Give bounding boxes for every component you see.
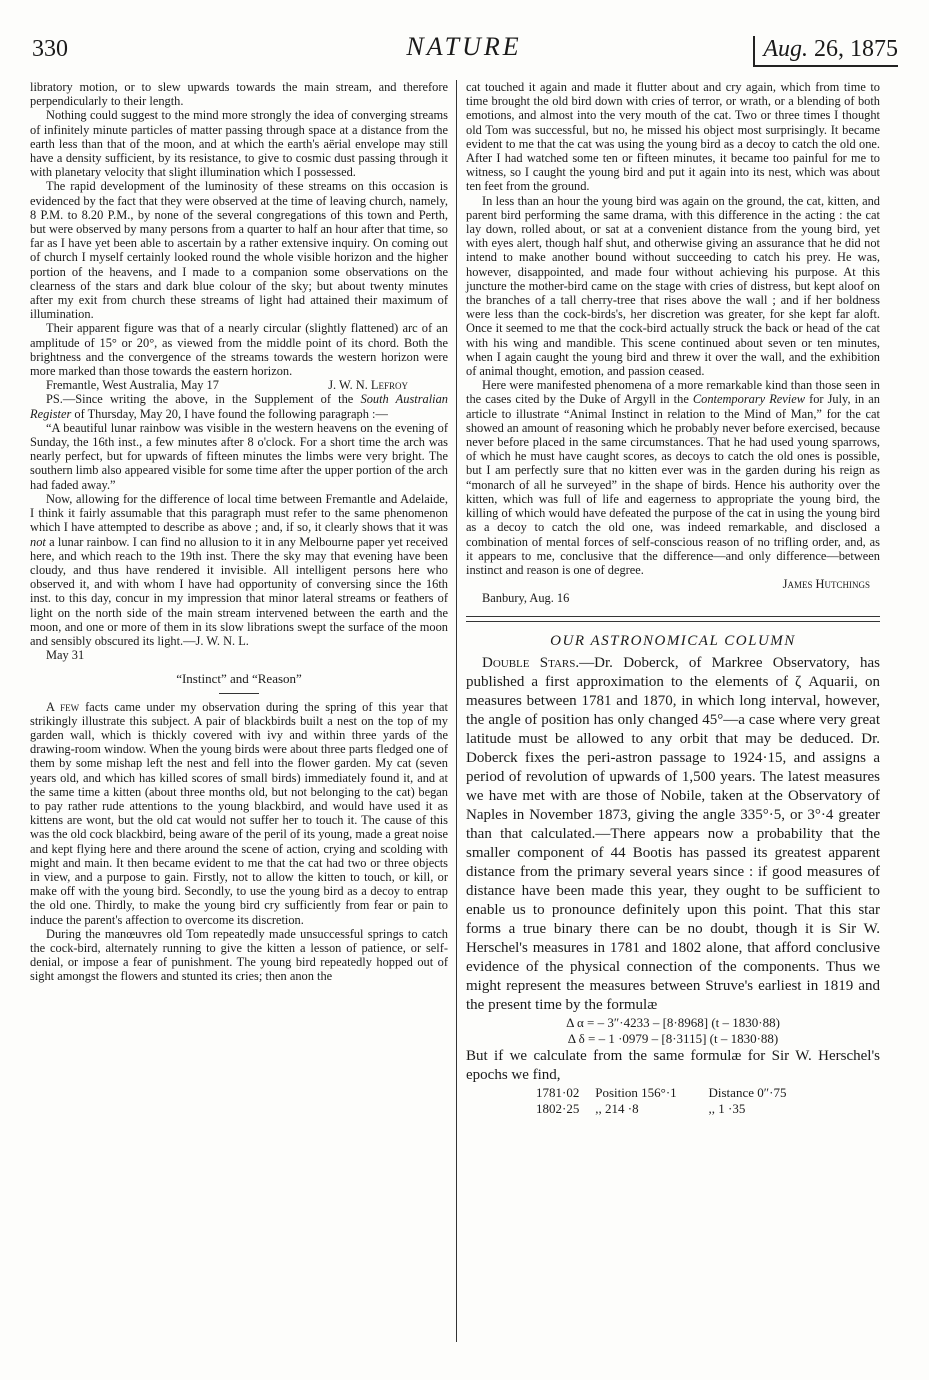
postscript-text: PS.—Since writing the above, in the Supplement of the <box>46 392 361 407</box>
observation-distance: ,, 1 ·35 <box>708 1100 746 1116</box>
observation-row <box>466 1085 880 1101</box>
observation-year: 1781·02 <box>536 1084 580 1100</box>
journal-title: NATURE <box>406 32 522 61</box>
section-title: “Instinct” and “Reason” <box>176 671 302 687</box>
paragraph-emphasis: not <box>30 534 46 549</box>
signature-name: James Hutchings <box>782 577 870 592</box>
signature-name: J. W. N. Lefroy <box>328 378 408 393</box>
observation-position: Position 156°·1 <box>595 1084 677 1100</box>
paragraph: Nothing could suggest to the mind more strongly the idea of converging streams of infinitely minute particles of matter passing through space at a distance from the earth less than that of the moon, and at which the earth's aërial envelope may still have a density sufficient, by its resistance, to give to cosmic dust passing through it with planetary velocity that slight illumination which I possessed. <box>30 108 448 180</box>
section-rule <box>466 616 880 622</box>
paragraph: cat touched it again and made it flutter about and cry again, which from time to time brought the old bird down with cries of terror, or wrath, or a blending of both emotions, and almost into the very mouth of the cat. Two or three times I thought old Tom was successful, but no, he missed his object most surprisingly. It became evident to me that the cat was using the young bird as a decoy to catch the old one. After I had watched some ten or fifteen minutes, it became too painful for me to witness, so I caught the young bird and put it again into its nest, which was about ten feet from the ground. <box>466 80 880 194</box>
astronomical-column <box>466 654 880 1117</box>
page-header <box>30 30 898 70</box>
paragraph-text: Here were manifested phenomena of a more remarkable kind than those seen in the cases cited by the Duke of Argyll in the <box>466 378 880 407</box>
paragraph-lead: Double Stars. <box>482 654 580 671</box>
section-rule <box>219 693 259 694</box>
signature-place: Banbury, Aug. 16 <box>482 591 570 606</box>
paragraph: During the manœuvres old Tom repeatedly made unsuccessful springs to catch the cock-bird, alternately running to give the kitten a lesson of patience, or self-denial, or impose a fear of punishment. The young bird repeatedly hopped out of sight amongst the flowers and stunted its cries; then anon the <box>30 926 448 984</box>
paragraph-text-end: a lunar rainbow. I can find no allusion to it in any Melbourne paper yet received here, and which reach to the 19th inst. There the sky may that evening have been cloudy, and thus have rendered it invisible. All intelligent persons here who observed it, and with whom I have had opportunity of conversing since the 16th inst. to this day, concur in my impression that minor lateral streams or feathers of light on the north side of the main stream intervened between the earth and the moon, and one or more of them in its slow librations swept the surface of the moon and sensibly obscured its light.—J. W. N. L. <box>30 534 448 648</box>
observation-year: 1802·25 <box>536 1100 580 1116</box>
paragraph: The rapid development of the luminosity of these streams on this occasion is evidenced by the fact that they were observed at the time of leaving church, namely, 8 P.M. to 8.20 P.M., by none of the several congregations of this town and Perth, but were observed by many persons from a quarter to half an hour after that time, so far as I have yet been able to ascertain by a rather extensive inquiry. On coming out of church I myself certainly looked round the whole visible horizon and the higher portion of the heavens, and I made to a companion some observations on the clearness of the stars and dark blue colour of the sky; but about twenty minutes after my exit from church these streams of light had attained their maximum of illumination. <box>30 179 448 322</box>
signature-lefroy <box>30 378 448 392</box>
observation-position: ,, 214 ·8 <box>595 1100 639 1116</box>
formula-delta: Δ δ = – 1 ·0979 – [8·3115] (t – 1830·88) <box>567 1030 779 1046</box>
astronomical-column-title: OUR ASTRONOMICAL COLUMN <box>550 632 796 649</box>
paragraph: libratory motion, or to slew upwards towards the main stream, and therefore perpendicularly to their length. <box>30 80 448 109</box>
paragraph-text: Now, allowing for the difference of local time between Fremantle and Adelaide, I think it fairly assumable that this paragraph must refer to the same phenomenon which I have attempted to describe as above ; and, if so, it clearly shows that it was <box>30 491 448 535</box>
right-column <box>466 80 880 1117</box>
paragraph-text-end: for July, in an article to illustrate “Animal Instinct in relation to the Mind of Man,” for the cat showed an amount of reasoning which he probably never before exercised, because never before placed in the same circumstances. That he had used young sparrows, of which he must have caught scores, as decoys to catch the old ones is possible, but I am perfectly sure that no kitten ever was in the garden during his reign as “monarch of all he surveyed” in the shape of birds. Hence his authority over the kitten, which was full of life and eagerness to appropriate the young bird, the killing of which would have defeated the purpose of the cat in using the young bird as a decoy to catch the old one, was indeed remarkable, and disclosed a combination of mental forces of self-conscious reason of no trifling order, and, as it appears to me, conclusive that the difference—and only difference—between instinct and reason is one of degree. <box>466 392 880 577</box>
left-column <box>30 80 448 984</box>
paragraph <box>30 700 448 927</box>
postscript-journal: South Australian Register <box>30 392 449 421</box>
column-divider <box>456 80 457 1342</box>
quoted-paragraph: “A beautiful lunar rainbow was visible in the western heavens on the evening of Sunday, the 16th inst., a few minutes after 8 o'clock. For a short time the arch was nearly perfect, but for upwards of fifteen minutes the limbs were very bright. The southern limb also appeared visible for some time after the upper portion of the arch had faded away.” <box>30 420 448 492</box>
observation-distance: Distance 0″·75 <box>708 1084 787 1100</box>
paragraph-text: facts came under my observation during the spring of this year that strikingly illustrate this subject. A pair of blackbirds built a nest on the top of my garden wall, which is thickly covered with ivy and within three yards of the drawing-room window. When the young birds were about three parts fledged one of them by some mishap left the nest and fell into the flower garden. My cat (seven years old, and which has killed scores of small birds) immediately found it, and at the same time a kitten (about three months old, but not belonging to the cat) began to pay rather rude attentions to the young blackbird, and would have used it as kittens are wont, but the old cat would not suffer her to touch it. The cause of this was the old cock blackbird, being aware of the peril of its young, made a great noise and kept flying here and there around the scene of action, crying and scolding with might and main. It then became evident to me that the cat had two or three objects in view, and a purpose to gain. Firstly, not to allow the kitten to touch, or kill, or make off with the young bird. Secondly, to use the young bird as a decoy to entrap the old one. Thirdly, to make the young bird cry sufficiently from fear or pain to induce the parent's affection to overcome its discretion. <box>30 699 449 927</box>
paragraph: Their apparent figure was that of a nearly circular (slightly flattened) arc of an amplitude of 15° or 20°, as viewed from the middle point of its chord. Both the brightness and the convergence of the streams towards the western horizon were more marked than those towards the eastern horizon. <box>30 321 448 379</box>
paragraph-journal: Contemporary Review <box>692 392 806 407</box>
issue-date-rest: 26, 1875 <box>814 36 898 62</box>
paragraph-lead: A few <box>46 699 80 714</box>
formula-alpha: Δ α = – 3″·4233 – [8·8968] (t – 1830·88) <box>566 1014 780 1030</box>
observation-row <box>466 1101 880 1117</box>
paragraph-text: —Dr. Doberck, of Markree Observatory, has published a first approximation to the elements of ζ Aquarii, on measures between 1781 and 1870, in which long interval, however, the angle of position has only changed 45°—a case where very great latitude must be allowed to any orbit that may be deduced. Dr. Doberck fixes the peri-astron passage to 1924·15, and assigns a period of revolution of upwards of 1,500 years. The latest measures we have met with are those of Nobile, taken at the Observatory of Naples in November 1873, giving the angle 335°·5, or 3°·4 greater than that calculated.—There appears now a probability that the smaller component of 44 Bootis has passed its greatest apparent distance from the primary several years since : if good measures of distance have been made this year, they ought to be sufficient to enable us to pronounce definitely upon this point. That this star forms a true binary there can be no doubt, though it is Sir W. Herschel's measures in 1781 and 1802 alone, that afford conclusive evidence of the physical connection of the components. Thus we might represent the measures between Struve's earliest in 1819 and the present time by the formulæ <box>466 654 881 1013</box>
postscript-text-end: of Thursday, May 20, I have found the following paragraph :— <box>71 406 388 421</box>
paragraph: But if we calculate from the same formulæ for Sir W. Herschel's epochs we find, <box>466 1047 880 1083</box>
signature-hutchings <box>466 577 880 591</box>
page-number: 330 <box>32 36 68 62</box>
postscript <box>30 392 448 420</box>
paragraph <box>466 378 880 577</box>
paragraph <box>466 654 880 1015</box>
signature-place: Fremantle, West Australia, May 17 <box>46 378 219 393</box>
paragraph <box>30 492 448 648</box>
issue-date <box>753 36 898 67</box>
postscript-date: May 31 <box>46 648 85 663</box>
paragraph: In less than an hour the young bird was again on the ground, the cat, kitten, and parent bird performing the same drama, with this difference in the acting : the cat lay down, rolled about, or sat at a convenient distance from the young bird, yet with eyes alert, though half shut, and otherwise giving an assurance that he did not intend to make another bound without succeeding to catch his prey. He was, however, disappointed, and made four without achieving his purpose. At this juncture the mother-bird came on the stage with cries of distress, but kept aloof on the branches of a tall cherry-tree that rises above the wall ; and if her boldness were less than the cock-birds's, her discretion was greater, for she kept far aloft. Once it seemed to me that the cock-bird actually struck the back or head of the cat with his wing and mandible. This scene continued about seven or ten minutes, when I again caught the young bird and threw it over the wall, and the exhibition of animal thought, emotion, and passion ceased. <box>466 193 880 379</box>
issue-date-month: Aug. <box>763 36 808 62</box>
